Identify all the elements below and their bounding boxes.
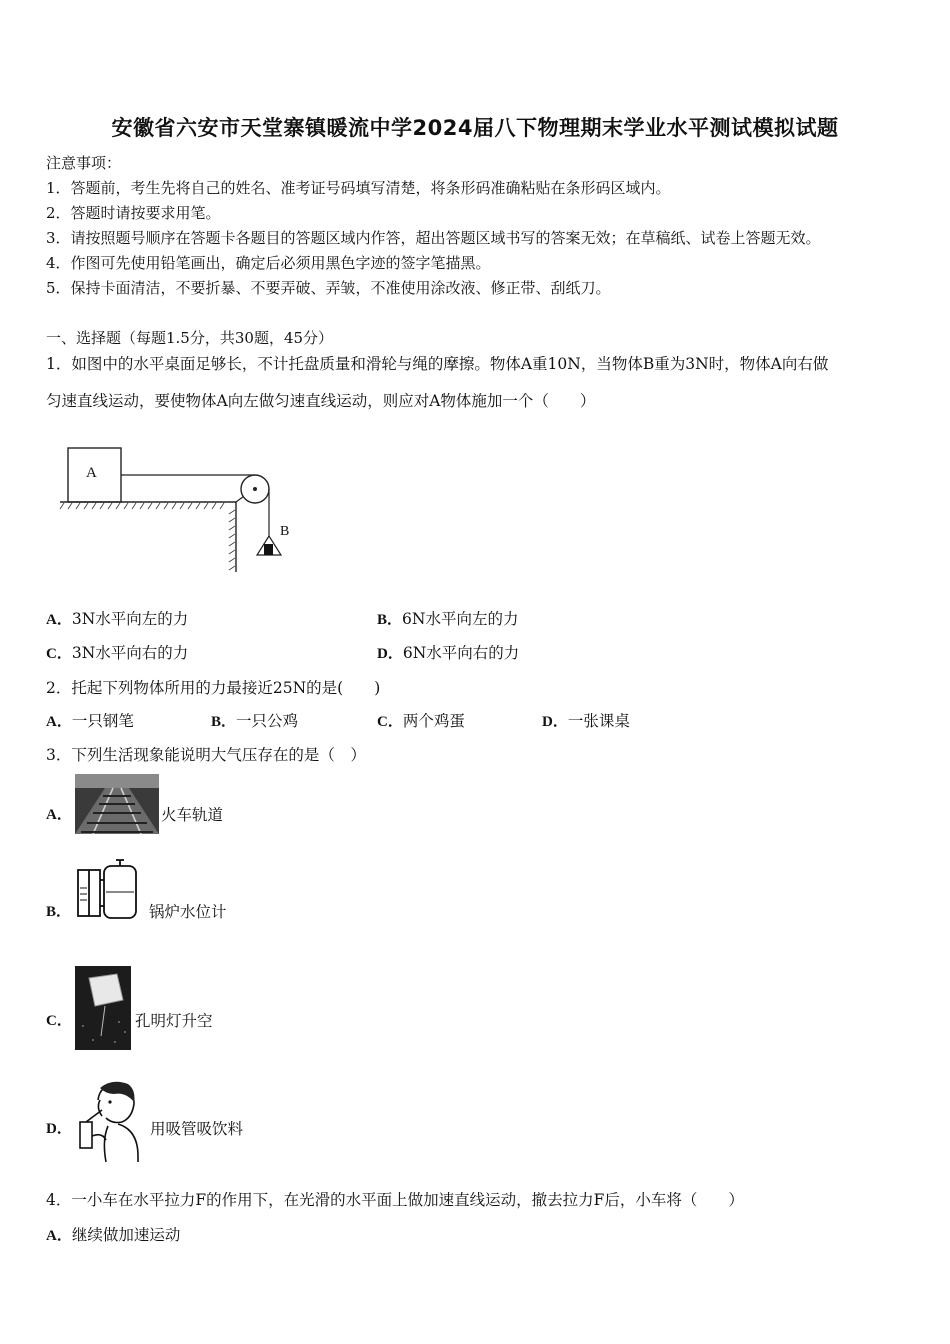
option-label: C． xyxy=(46,646,72,662)
label-block-a: A xyxy=(86,465,97,481)
option-label: D． xyxy=(377,646,403,662)
question-stem: 3．下列生活现象能说明大气压存在的是（ ） xyxy=(46,746,366,764)
option-label: A． xyxy=(46,1228,72,1244)
option-text: 锅炉水位计 xyxy=(149,903,227,921)
option-text: 一只公鸡 xyxy=(236,712,299,730)
pulley-diagram xyxy=(60,440,300,580)
option-a[interactable] xyxy=(46,709,134,731)
option-label: D． xyxy=(46,1121,72,1137)
option-text: 3N水平向右的力 xyxy=(71,644,189,662)
option-label: D． xyxy=(542,714,568,730)
option-b[interactable] xyxy=(46,900,71,921)
option-a[interactable] xyxy=(46,1223,180,1245)
option-text: 一张课桌 xyxy=(567,712,630,730)
notice-item: 2．答题时请按要求用笔。 xyxy=(46,204,221,222)
question-stem: 4．一小车在水平拉力F的作用下，在光滑的水平面上做加速直线运动，撤去拉力F后，小车将（ ） xyxy=(46,1191,744,1209)
section-heading: 一、选择题（每题1.5分，共30题，45分） xyxy=(46,329,334,347)
option-label: A． xyxy=(46,612,72,628)
option-a[interactable] xyxy=(46,803,72,824)
option-text: 3N水平向左的力 xyxy=(71,610,189,628)
option-label: B． xyxy=(377,612,403,628)
option-d[interactable] xyxy=(542,709,630,731)
option-c[interactable] xyxy=(377,709,465,731)
notice-item: 3．请按照题号顺序在答题卡各题目的答题区域内作答，超出答题区域书写的答案无效；在草稿纸、试卷上答题无效。 xyxy=(46,229,821,247)
label-weight-b: B xyxy=(280,524,290,539)
option-text: 6N水平向左的力 xyxy=(402,610,519,628)
sky-lantern-image xyxy=(75,966,131,1050)
option-text: 两个鸡蛋 xyxy=(402,712,465,730)
option-b[interactable] xyxy=(377,607,518,629)
notice-heading: 注意事项： xyxy=(46,154,122,172)
notice-item: 1．答题前，考生先将自己的姓名、准考证号码填写清楚，将条形码准确粘贴在条形码区域内。 xyxy=(46,179,671,197)
option-text: 火车轨道 xyxy=(161,806,224,824)
option-d[interactable] xyxy=(377,641,519,663)
notice-item: 4．作图可先使用铅笔画出，确定后必须用黑色字迹的签字笔描黑。 xyxy=(46,254,491,272)
option-label: C． xyxy=(46,1013,72,1029)
question-stem: 2．托起下列物体所用的力最接近25N的是( ) xyxy=(46,679,381,697)
boiler-gauge-image xyxy=(72,858,144,926)
option-c[interactable] xyxy=(46,641,188,663)
option-label: C． xyxy=(377,714,403,730)
option-d[interactable] xyxy=(46,1117,72,1138)
option-label: B． xyxy=(46,904,72,920)
option-label: A． xyxy=(46,714,72,730)
option-text: 孔明灯升空 xyxy=(135,1012,213,1030)
option-c[interactable] xyxy=(46,1009,72,1030)
option-b[interactable] xyxy=(211,709,298,731)
railway-track-image xyxy=(75,774,159,834)
option-text: 6N水平向右的力 xyxy=(402,644,520,662)
option-text: 用吸管吸饮料 xyxy=(150,1120,244,1138)
boy-drinking-straw-image xyxy=(72,1078,144,1164)
question-stem: 匀速直线运动，要使物体A向左做匀速直线运动，则应对A物体施加一个（ ） xyxy=(46,392,596,410)
page-title: 安徽省六安市天堂寨镇暖流中学2024届八下物理期末学业水平测试模拟试题 xyxy=(111,116,839,140)
option-a[interactable] xyxy=(46,607,188,629)
notice-item: 5．保持卡面清洁，不要折暴、不要弄破、弄皱，不准使用涂改液、修正带、刮纸刀。 xyxy=(46,279,611,297)
option-text: 一只钢笔 xyxy=(71,712,134,730)
option-text: 继续做加速运动 xyxy=(71,1226,181,1244)
option-label: B． xyxy=(211,714,237,730)
option-label: A． xyxy=(46,807,72,823)
question-stem: 1．如图中的水平桌面足够长，不计托盘质量和滑轮与绳的摩擦。物体A重10N，当物体B重为3N时，物体A向右做 xyxy=(46,355,829,373)
